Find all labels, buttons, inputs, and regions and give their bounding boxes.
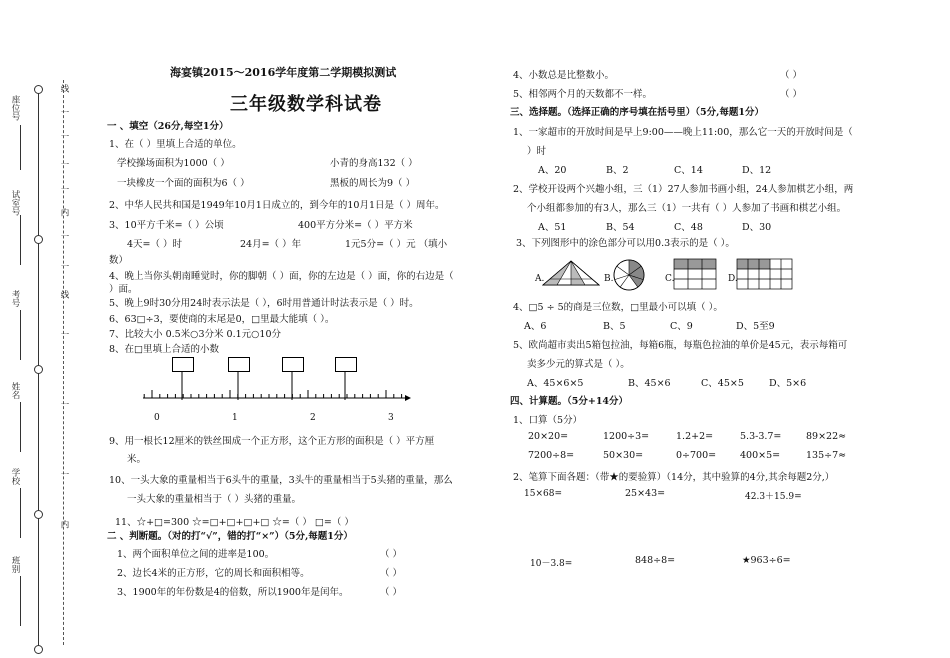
choice-option[interactable]: A、20 <box>538 165 567 176</box>
seal-char: 一 <box>59 160 69 169</box>
tick-label: 1 <box>232 413 238 423</box>
choice-option[interactable]: C、45×5 <box>701 378 744 389</box>
question-text: 4天=（ ）时 <box>127 239 183 250</box>
question-text: 10、一头大象的重量相当于6头牛的重量，3头牛的重量相当于5头猪的重量，那么 <box>109 475 453 486</box>
section-fill-blank-heading: 一 、填空（26分,每空1分） <box>107 121 229 132</box>
choice-option[interactable]: D、30 <box>742 222 772 233</box>
tick-label: 0 <box>154 413 160 423</box>
seal-char: 线 <box>59 84 69 93</box>
section-choice-heading: 三、选择题。（选择正确的序号填在括号里）（5分,每题1分） <box>510 107 765 118</box>
written-calc-item: 42.3＋15.9= <box>745 492 802 502</box>
seal-char: 内 <box>59 520 69 529</box>
triangle-figure-a[interactable] <box>541 258 601 288</box>
question-text: 黑板的周长为9（ ） <box>330 178 416 189</box>
oral-calc-item: 135÷7≈ <box>806 450 847 461</box>
question-text: 学校操场面积为1000（ ） <box>117 158 230 169</box>
figure-option-label: B. <box>604 274 614 284</box>
choice-option[interactable]: D、5至9 <box>736 321 775 332</box>
question-text: 400平方分米=（ ）平方米 <box>298 220 413 231</box>
choice-option[interactable]: D、12 <box>742 165 772 176</box>
seal-char: 线 <box>59 290 69 299</box>
circle-figure-b[interactable] <box>612 258 646 292</box>
question-text: 2、学校开设两个兴趣小组，三（1）27人参加书画小组，24人参加棋艺小组，两 <box>513 184 854 195</box>
question-text: 6、63□÷3，要使商的末尾是0，□里最大能填（ ）。 <box>109 314 335 325</box>
seal-char: 一 <box>59 185 69 194</box>
decimal-answer-box[interactable] <box>172 357 194 372</box>
question-text: 一头大象的重量相当于（ ）头猪的重量。 <box>127 494 302 505</box>
seal-char: 一 <box>59 330 69 339</box>
question-text: 11、☆+□=300 ☆=□+□+□+□ ☆=（ ） □=（ ） <box>115 517 354 528</box>
question-text: 8、在□里填上合适的小数 <box>109 344 220 355</box>
choice-option[interactable]: C、14 <box>674 165 703 176</box>
answer-paren[interactable]: （ ） <box>780 89 803 100</box>
question-text: 1、两个面积单位之间的进率是100。 <box>117 549 275 560</box>
oral-calc-item: 20×20= <box>528 431 569 442</box>
question-text: 米。 <box>127 454 147 465</box>
written-calc-item: 10－3.8= <box>530 559 573 569</box>
seal-char: 一 <box>59 470 69 479</box>
oral-calc-item: 50×30= <box>603 450 644 461</box>
choice-option[interactable]: B、5 <box>603 321 626 332</box>
oral-calc-item: 1200÷3= <box>603 431 650 442</box>
choice-option[interactable]: D、5×6 <box>769 378 807 389</box>
choice-option[interactable]: A、45×6×5 <box>527 378 584 389</box>
tick-label: 3 <box>388 413 394 423</box>
choice-option[interactable]: C、48 <box>674 222 703 233</box>
oral-calc-item: 0÷700= <box>676 450 717 461</box>
question-text: 5、相邻两个月的天数都不一样。 <box>513 89 653 100</box>
seal-char: 一 <box>59 132 69 141</box>
choice-option[interactable]: A、51 <box>538 222 567 233</box>
answer-paren[interactable]: （ ） <box>780 70 803 81</box>
choice-option[interactable]: B、2 <box>606 165 629 176</box>
decimal-answer-box[interactable] <box>335 357 357 372</box>
question-text: 7、比较大小 0.5米○3分米 0.1元○10分 <box>109 329 282 340</box>
section-calculation-heading: 四、计算题。（5分+14分） <box>510 396 629 407</box>
written-calc-item: ★963÷6= <box>742 555 791 566</box>
answer-paren[interactable]: （ ） <box>380 587 403 598</box>
question-text: 5、欧尚超市卖出5箱包拉油，每箱6瓶，每瓶色拉油的单价是45元，表示每箱可 <box>513 340 848 351</box>
oral-calc-item: 1.2+2= <box>676 431 714 442</box>
choice-option[interactable]: B、45×6 <box>628 378 671 389</box>
question-text: 4、小数总是比整数小。 <box>513 70 615 81</box>
question-text: 4、□5 ÷ 5的商是三位数，□里最小可以填（ ）。 <box>513 302 723 313</box>
question-text: 4、晚上当你头朝南睡觉时，你的脚朝（ ）面，你的左边是（ ）面，你的右边是（ <box>109 271 454 282</box>
arrow-head-icon <box>405 395 411 401</box>
seal-char: 一 <box>59 232 69 241</box>
question-text: 3、下列图形中的涂色部分可以用0.3表示的是（ ）。 <box>516 238 735 249</box>
question-text: 数） <box>109 255 129 266</box>
exam-header: 海宴镇2015～2016学年度第二学期模拟测试 <box>170 66 397 79</box>
page-title: 三年级数学科试卷 <box>230 94 382 115</box>
question-text: 卖多少元的算式是（ ）。 <box>527 359 630 370</box>
answer-paren[interactable]: （ ） <box>380 568 403 579</box>
choice-option[interactable]: A、6 <box>524 321 547 332</box>
seat-number-label: 座位号 <box>10 95 20 121</box>
question-text: 1、一家超市的开放时间是早上9:00——晚上11:00，那么它一天的开放时间是（ <box>513 127 853 138</box>
written-calc-item: 848÷8= <box>635 555 676 566</box>
grid-figure-d[interactable] <box>736 258 794 292</box>
question-text: 9、用一根长12厘米的铁丝围成一个正方形，这个正方形的面积是（ ）平方厘 <box>109 436 435 447</box>
question-text: 个小组都参加的有3人，那么三（1）一共有（ ）人参加了书画和棋艺小组。 <box>527 203 847 214</box>
choice-option[interactable]: C、9 <box>670 321 693 332</box>
oral-calc-item: 400×5= <box>740 450 781 461</box>
question-text: 小青的身高132（ ） <box>330 158 418 169</box>
question-text: ）面。 <box>109 284 138 295</box>
name-label: 姓名 <box>10 382 20 399</box>
room-number-label: 试室号 <box>10 190 20 216</box>
school-label: 学校 <box>10 468 20 485</box>
seal-char: 内 <box>59 208 69 217</box>
written-calc-item: 25×43= <box>625 488 666 499</box>
question-text: 1、在（ ）里填上合适的单位。 <box>109 139 242 150</box>
question-text: 一块橡皮一个面的面积为6（ ） <box>117 178 250 189</box>
section-judgement-heading: 二 、判断题。（对的打“√”，错的打“×”）（5分,每题1分） <box>107 531 353 542</box>
seal-char: 一 <box>59 262 69 271</box>
question-text: 1、口算（5分） <box>513 415 583 426</box>
seal-char: 一 <box>59 400 69 409</box>
question-text: 2、边长4米的正方形，它的周长和面积相等。 <box>117 568 310 579</box>
exam-number-label: 考号 <box>10 290 20 307</box>
figure-option-label: C. <box>665 274 675 284</box>
question-text: 1元5分=（ ）元 （填小 <box>345 239 448 250</box>
question-text: ）时 <box>527 146 547 157</box>
question-text: 2、笔算下面各题：（带★的要验算）（14分，其中验算的4分,其余每题2分,） <box>513 472 835 483</box>
answer-paren[interactable]: （ ） <box>380 549 403 560</box>
figure-option-label: A. <box>535 274 545 284</box>
class-label: 班别 <box>10 556 20 573</box>
oral-calc-item: 5.3-3.7= <box>740 431 782 442</box>
oral-calc-item: 7200÷8= <box>528 450 575 461</box>
seal-char: 一 <box>59 108 69 117</box>
decimal-answer-box[interactable] <box>228 357 250 372</box>
question-text: 2、中华人民共和国是1949年10月1日成立的，到今年的10月1日是（ ）周年。 <box>109 200 445 211</box>
oral-calc-item: 89×22≈ <box>806 431 847 442</box>
tick-label: 2 <box>310 413 316 423</box>
question-text: 3、1900年的年份数是4的倍数，所以1900年是闰年。 <box>117 587 349 598</box>
choice-option[interactable]: B、54 <box>606 222 635 233</box>
figure-option-label: D. <box>728 274 738 284</box>
grid-figure-c[interactable] <box>673 258 717 292</box>
decimal-answer-box[interactable] <box>282 357 304 372</box>
question-text: 3、10平方千米=（ ）公顷 <box>109 220 224 231</box>
question-text: 5、晚上9时30分用24时表示法是（ ），6时用普通计时法表示是（ ）时。 <box>109 298 419 309</box>
question-text: 24月=（ ）年 <box>240 239 302 250</box>
written-calc-item: 15×68= <box>524 489 562 499</box>
